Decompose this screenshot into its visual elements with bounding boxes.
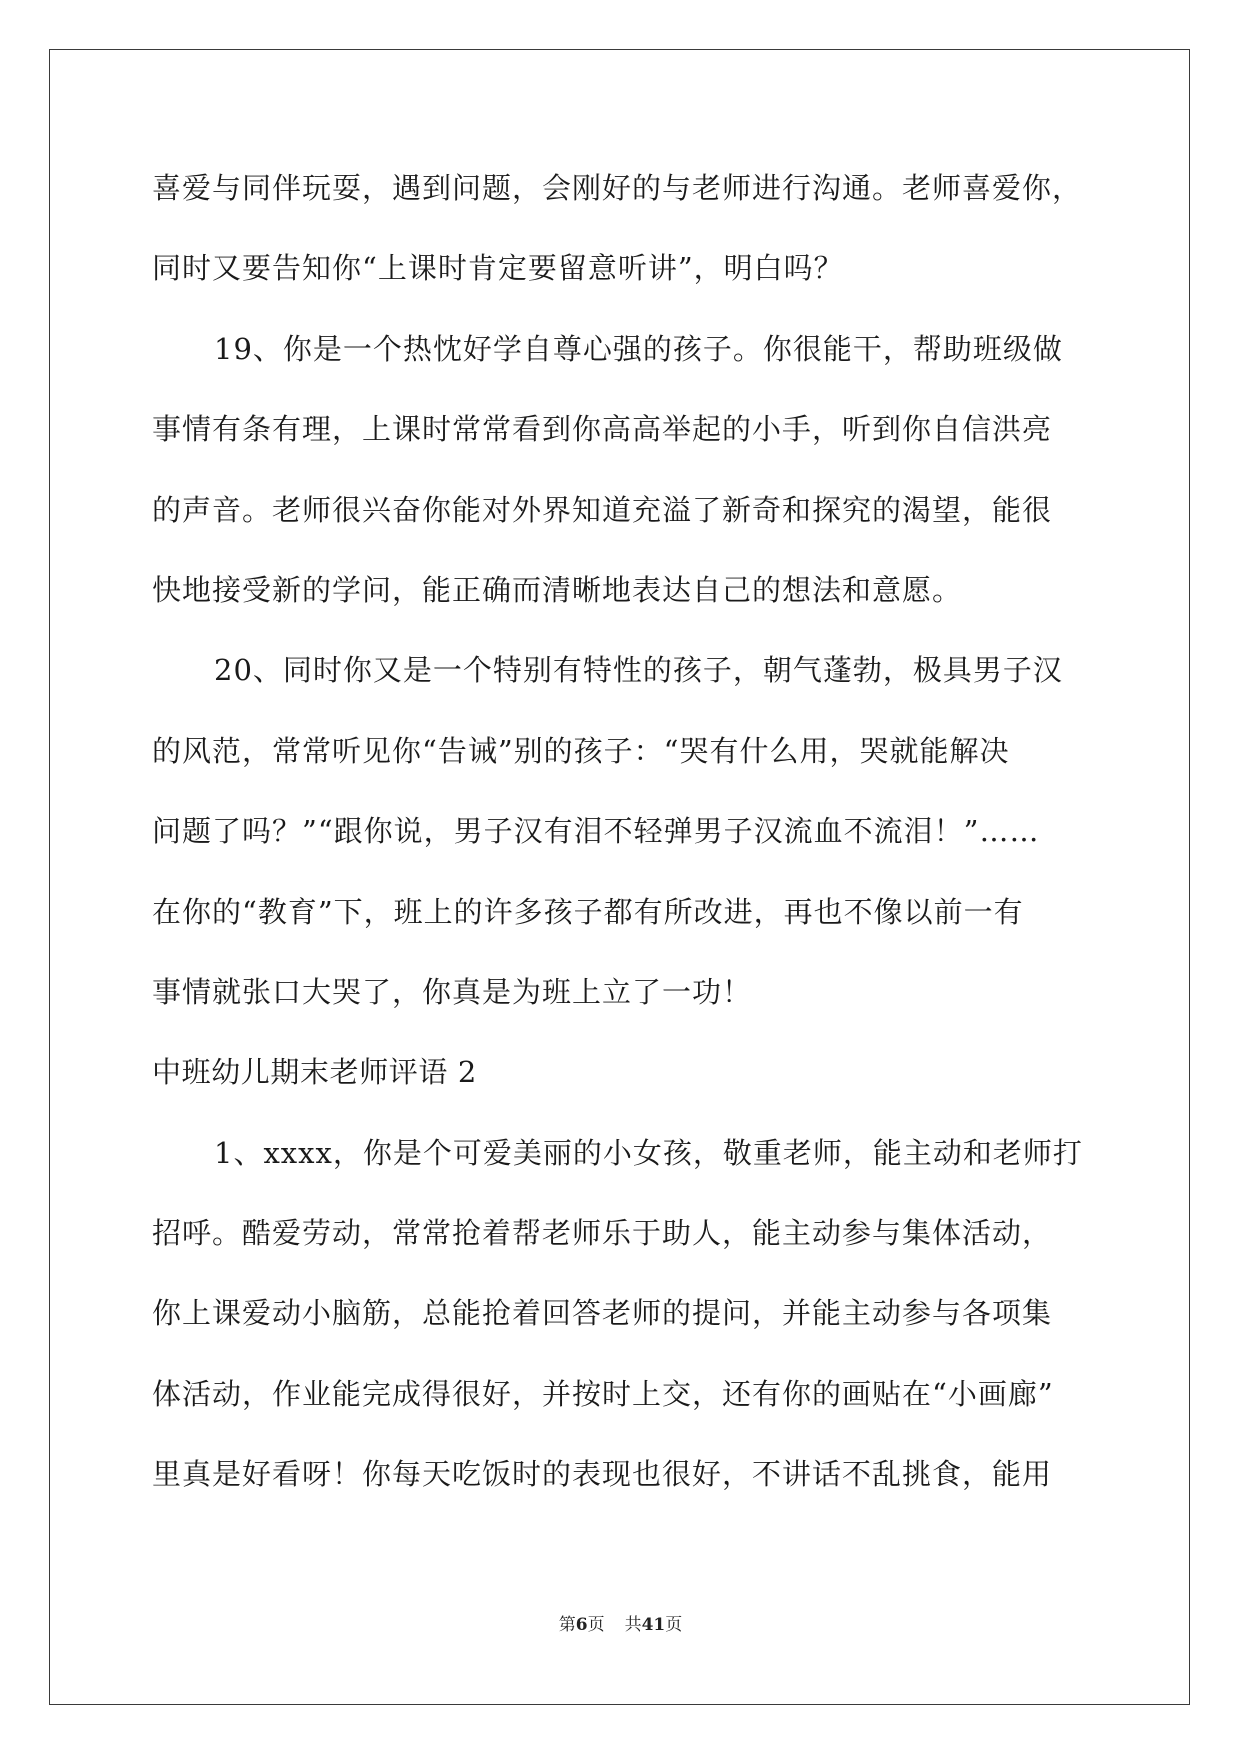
total-page-count: 41 (641, 1615, 666, 1635)
total-prefix: 共 (624, 1615, 642, 1635)
page-footer (0, 1614, 1241, 1636)
document-body (152, 168, 1092, 1535)
body-line: 招呼。酷爱劳动，常常抢着帮老师乐于助人，能主动参与集体活动， (152, 1216, 1053, 1251)
paragraph-start-1: 1、xxxx，你是个可爱美丽的小女孩，敬重老师，能主动和老师打 (214, 1135, 1083, 1170)
body-line: 喜爱与同伴玩耍，遇到问题，会刚好的与老师进行沟通。老师喜爱你， (152, 171, 1083, 205)
body-line: 问题了吗？”“跟你说，男子汉有泪不轻弹男子汉流血不流泪！”…… (152, 814, 1040, 849)
paragraph-start-20: 20、同时你又是一个特别有特性的孩子，朝气蓬勃，极具男子汉 (214, 653, 1063, 688)
page-prefix: 第 (558, 1615, 576, 1635)
body-line: 事情有条有理，上课时常常看到你高高举起的小手，听到你自信洪亮 (152, 412, 1053, 447)
paragraph-start-19: 19、你是一个热忱好学自尊心强的孩子。你很能干，帮助班级做 (214, 331, 1063, 366)
section-heading: 中班幼儿期末老师评语 2 (152, 1055, 477, 1090)
body-line: 里真是好看呀！你每天吃饭时的表现也很好，不讲话不乱挑食，能用 (152, 1457, 1053, 1492)
body-line: 你上课爱动小脑筋，总能抢着回答老师的提问，并能主动参与各项集 (152, 1296, 1053, 1331)
body-line: 同时又要告知你“上课时肯定要留意听讲”，明白吗？ (152, 251, 844, 286)
body-line: 事情就张口大哭了，你真是为班上立了一功！ (152, 974, 753, 1009)
body-line: 的风范，常常听见你“告诫”别的孩子：“哭有什么用，哭就能解决 (152, 733, 1010, 768)
current-page-number: 6 (575, 1615, 588, 1635)
body-line: 体活动，作业能完成得很好，并按时上交，还有你的画贴在“小画廊” (152, 1376, 1054, 1411)
body-line: 的声音。老师很兴奋你能对外界知道充溢了新奇和探究的渴望，能很 (152, 492, 1053, 527)
body-line: 在你的“教育”下，班上的许多孩子都有所改进，再也不像以前一有 (152, 894, 1024, 929)
page-suffix: 页 (587, 1615, 605, 1635)
total-suffix: 页 (665, 1615, 683, 1635)
body-line: 快地接受新的学问，能正确而清晰地表达自己的想法和意愿。 (152, 572, 963, 607)
